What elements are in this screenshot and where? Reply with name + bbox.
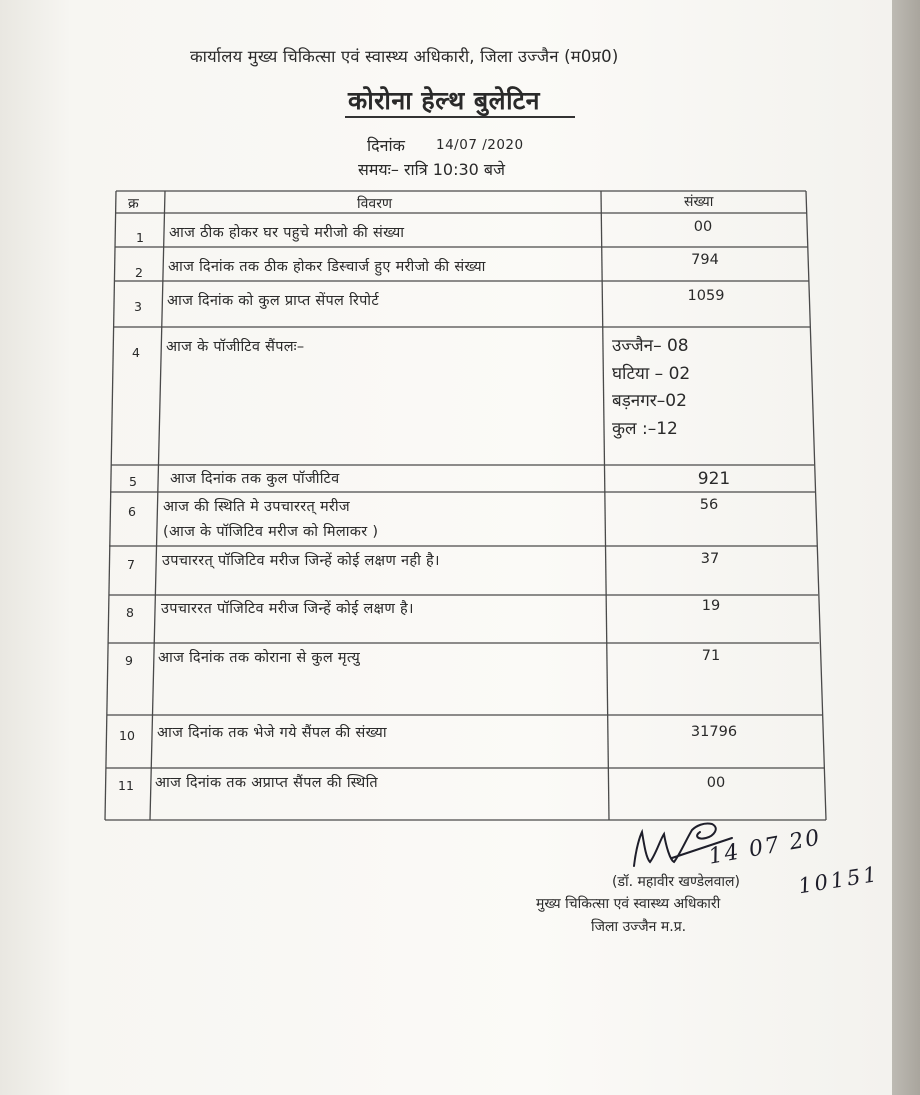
row-4-value-ujjain: उज्जैन– 08 bbox=[612, 336, 689, 356]
handwritten-number: 10151 bbox=[796, 861, 882, 899]
row-2-value: 794 bbox=[691, 252, 719, 268]
signatory-district: जिला उज्जैन म.प्र. bbox=[591, 919, 687, 935]
row-3-number: 3 bbox=[134, 299, 142, 314]
row-11-number: 11 bbox=[118, 778, 134, 793]
row-3-description: आज दिनांक को कुल प्राप्त सेंपल रिपोर्ट bbox=[167, 293, 379, 309]
date-label: दिनांक bbox=[367, 136, 405, 155]
row-8-description: उपचाररत पॉजिटिव मरीज जिन्हें कोई लक्षण है। bbox=[161, 601, 414, 617]
row-6-description-note: (आज के पॉजिटिव मरीज को मिलाकर ) bbox=[163, 524, 379, 540]
row-1-value: 00 bbox=[693, 219, 713, 235]
signatory-name: (डॉ. महावीर खण्डेलवाल) bbox=[612, 874, 740, 890]
column-header-count: संख्या bbox=[684, 194, 714, 210]
row-4-value-total: कुल :–12 bbox=[612, 419, 678, 439]
row-6-value: 56 bbox=[699, 497, 719, 513]
row-9-number: 9 bbox=[125, 653, 133, 668]
row-7-description: उपचाररत् पॉजिटिव मरीज जिन्हें कोई लक्षण नही है। bbox=[162, 553, 440, 569]
row-4-value-ghatiya: घटिया – 02 bbox=[612, 364, 691, 384]
row-1-description: आज ठीक होकर घर पहुचे मरीजो की संख्या bbox=[169, 225, 405, 241]
row-4-number: 4 bbox=[132, 345, 140, 360]
row-11-description: आज दिनांक तक अप्राप्त सैंपल की स्थिति bbox=[155, 775, 378, 791]
row-1-number: 1 bbox=[136, 230, 144, 245]
row-3-value: 1059 bbox=[687, 288, 725, 304]
handwritten-date: 14 07 20 bbox=[706, 825, 824, 870]
row-8-value: 19 bbox=[701, 598, 721, 614]
row-6-description: आज की स्थिति मे उपचाररत् मरीज bbox=[163, 499, 350, 515]
row-5-value: 921 bbox=[697, 469, 731, 489]
signatory-designation: मुख्य चिकित्सा एवं स्वास्थ्य अधिकारी bbox=[536, 896, 721, 912]
date-value: 14/07 /2020 bbox=[436, 137, 524, 153]
row-10-value: 31796 bbox=[690, 724, 738, 740]
office-heading: कार्यालय मुख्य चिकित्सा एवं स्वास्थ्य अधिकारी, जिला उज्जैन (म0प्र0) bbox=[190, 47, 619, 66]
row-6-number: 6 bbox=[128, 504, 136, 519]
row-8-number: 8 bbox=[126, 605, 134, 620]
row-2-description: आज दिनांक तक ठीक होकर डिस्चार्ज हुए मरीजो की संख्या bbox=[168, 259, 486, 275]
row-5-description: आज दिनांक तक कुल पॉजीटिव bbox=[170, 471, 340, 487]
column-header-serial: क्र bbox=[128, 196, 139, 212]
row-7-value: 37 bbox=[700, 551, 720, 567]
row-4-description: आज के पॉजीटिव सैंपलः– bbox=[166, 339, 305, 355]
row-4-value-badnagar: बड़नगर–02 bbox=[612, 391, 687, 411]
column-header-description: विवरण bbox=[357, 196, 393, 212]
row-5-number: 5 bbox=[129, 474, 137, 489]
bulletin-title: कोरोना हेल्थ बुलेटिन bbox=[348, 86, 541, 115]
time-line: समयः– रात्रि 10:30 बजे bbox=[358, 160, 505, 179]
row-10-number: 10 bbox=[119, 728, 135, 743]
row-2-number: 2 bbox=[135, 265, 143, 280]
row-9-value: 71 bbox=[701, 648, 721, 664]
row-9-description: आज दिनांक तक कोराना से कुल मृत्यु bbox=[158, 650, 361, 666]
row-11-value: 00 bbox=[706, 775, 726, 791]
row-10-description: आज दिनांक तक भेजे गये सैंपल की संख्या bbox=[157, 725, 387, 741]
row-7-number: 7 bbox=[127, 557, 135, 572]
